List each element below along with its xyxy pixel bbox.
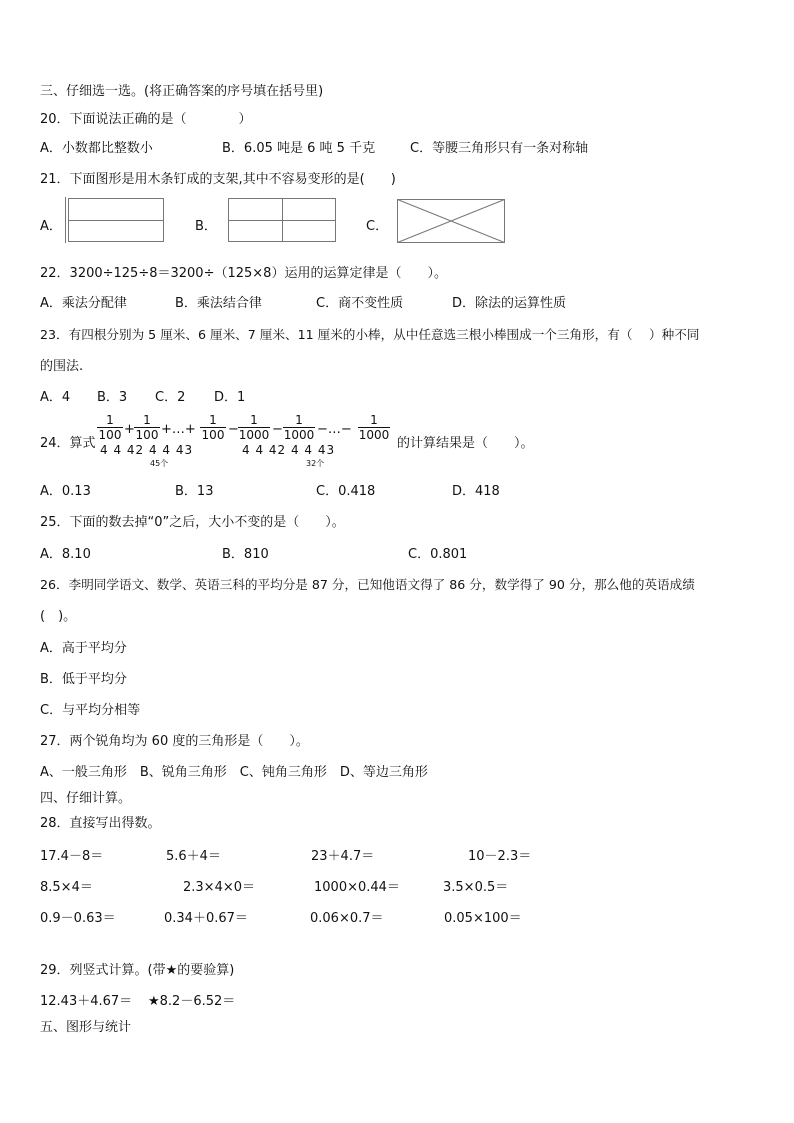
q29-item-1: 12.43＋4.67＝ xyxy=(40,994,133,1009)
q23-option-b: B．3 xyxy=(97,390,128,405)
q26-stem-line2: ( )。 xyxy=(40,609,77,624)
q20-stem: 20．下面说法正确的是（ ） xyxy=(40,112,252,127)
q24-count-2: 32个 xyxy=(306,459,325,468)
q24-option-a: A．0.13 xyxy=(40,484,91,499)
q25-option-a: A．8.10 xyxy=(40,547,91,562)
q24-fraction-5: $\frac{1}{1000}$ xyxy=(283,413,315,442)
q24-fraction-1: $\frac{1}{100}$ xyxy=(98,413,122,442)
q28-item: 2.3×4×0＝ xyxy=(183,880,256,895)
q24-fraction-3: $\frac{1}{100}$ xyxy=(201,413,225,442)
q24-count-1: 45个 xyxy=(150,459,169,468)
q25-option-c: C．0.801 xyxy=(408,547,468,562)
q28-item: 5.6＋4＝ xyxy=(166,849,221,864)
q24-op-3: − xyxy=(228,422,239,437)
q24-fraction-4: $\frac{1}{1000}$ xyxy=(238,413,270,442)
q25-stem: 25．下面的数去掉“0”之后，大小不变的是（ ）。 xyxy=(40,515,345,530)
q29-item-2: ★8.2－6.52＝ xyxy=(148,994,236,1009)
q28-stem: 28．直接写出得数。 xyxy=(40,816,161,831)
q28-item: 0.05×100＝ xyxy=(444,911,522,926)
q21-label-b: B． xyxy=(195,219,217,234)
q24-op-2: +…+ xyxy=(161,422,196,437)
q21-figure-b xyxy=(228,198,336,242)
q23-stem-line1: 23．有四根分别为 5 厘米、6 厘米、7 厘米、11 厘米的小棒，从中任意选三根小棒围成一个三角形，有（ ）种不同 xyxy=(40,327,700,342)
q24-prefix: 24．算式 xyxy=(40,436,96,451)
q23-option-a: A．4 xyxy=(40,390,71,405)
q28-item: 8.5×4＝ xyxy=(40,880,93,895)
q24-suffix: 的计算结果是（ ）。 xyxy=(397,436,534,451)
section-three-heading: 三、仔细选一选。(将正确答案的序号填在括号里) xyxy=(40,84,324,99)
q20-option-b: B．6.05 吨是 6 吨 5 千克 xyxy=(222,141,376,156)
q28-item: 0.06×0.7＝ xyxy=(310,911,384,926)
q28-item: 0.9－0.63＝ xyxy=(40,911,116,926)
q22-stem: 22．3200÷125÷8＝3200÷（125×8）运用的运算定律是（ ）。 xyxy=(40,266,447,281)
q27-stem: 27．两个锐角均为 60 度的三角形是（ ）。 xyxy=(40,734,309,749)
q21-label-c: C． xyxy=(366,219,389,234)
q21-figure-a xyxy=(68,198,164,242)
q20-option-a: A．小数都比整数小 xyxy=(40,141,153,156)
q24-garble-2: 4 4 42 4 4 43 xyxy=(242,443,336,457)
q21-stem: 21．下面图形是用木条钉成的支架,其中不容易变形的是( ) xyxy=(40,172,396,187)
q28-item: 3.5×0.5＝ xyxy=(443,880,509,895)
q24-option-c: C．0.418 xyxy=(316,484,376,499)
q26-option-a: A．高于平均分 xyxy=(40,641,127,656)
q26-stem-line1: 26．李明同学语文、数学、英语三科的平均分是 87 分，已知他语文得了 86 分，数学得了 90 分，那么他的英语成绩 xyxy=(40,577,695,592)
q22-option-a: A．乘法分配律 xyxy=(40,296,127,311)
q27-options: A、一般三角形 B、锐角三角形 C、钝角三角形 D、等边三角形 xyxy=(40,765,428,780)
q28-item: 17.4－8＝ xyxy=(40,849,104,864)
q28-item: 1000×0.44＝ xyxy=(314,880,400,895)
q22-option-c: C．商不变性质 xyxy=(316,296,404,311)
q28-item: 10－2.3＝ xyxy=(468,849,532,864)
q24-fraction-2: $\frac{1}{100}$ xyxy=(135,413,159,442)
q28-item: 23＋4.7＝ xyxy=(311,849,375,864)
q24-op-1: + xyxy=(124,422,135,437)
section-four-heading: 四、仔细计算。 xyxy=(40,791,132,806)
q24-op-5: −…− xyxy=(317,422,352,437)
q28-item: 0.34＋0.67＝ xyxy=(164,911,248,926)
q25-option-b: B．810 xyxy=(222,547,269,562)
q24-fraction-6: $\frac{1}{1000}$ xyxy=(358,413,390,442)
q29-stem: 29．列竖式计算。(带★的要验算) xyxy=(40,963,235,978)
q24-garble-1: 4 4 42 4 4 43 xyxy=(100,443,194,457)
q26-option-b: B．低于平均分 xyxy=(40,672,127,687)
q23-stem-line2: 的围法. xyxy=(40,359,84,374)
q20-option-c: C．等腰三角形只有一条对称轴 xyxy=(410,141,589,156)
q24-option-b: B．13 xyxy=(175,484,214,499)
q21-label-a: A． xyxy=(40,219,62,234)
section-five-heading: 五、图形与统计 xyxy=(40,1020,132,1035)
q26-option-c: C．与平均分相等 xyxy=(40,703,141,718)
q24-op-4: − xyxy=(272,422,283,437)
q22-option-b: B．乘法结合律 xyxy=(175,296,262,311)
q23-option-c: C．2 xyxy=(155,390,186,405)
q23-option-d: D．1 xyxy=(214,390,246,405)
q21-figure-c xyxy=(397,199,505,243)
q22-option-d: D．除法的运算性质 xyxy=(452,296,567,311)
q24-option-d: D．418 xyxy=(452,484,500,499)
